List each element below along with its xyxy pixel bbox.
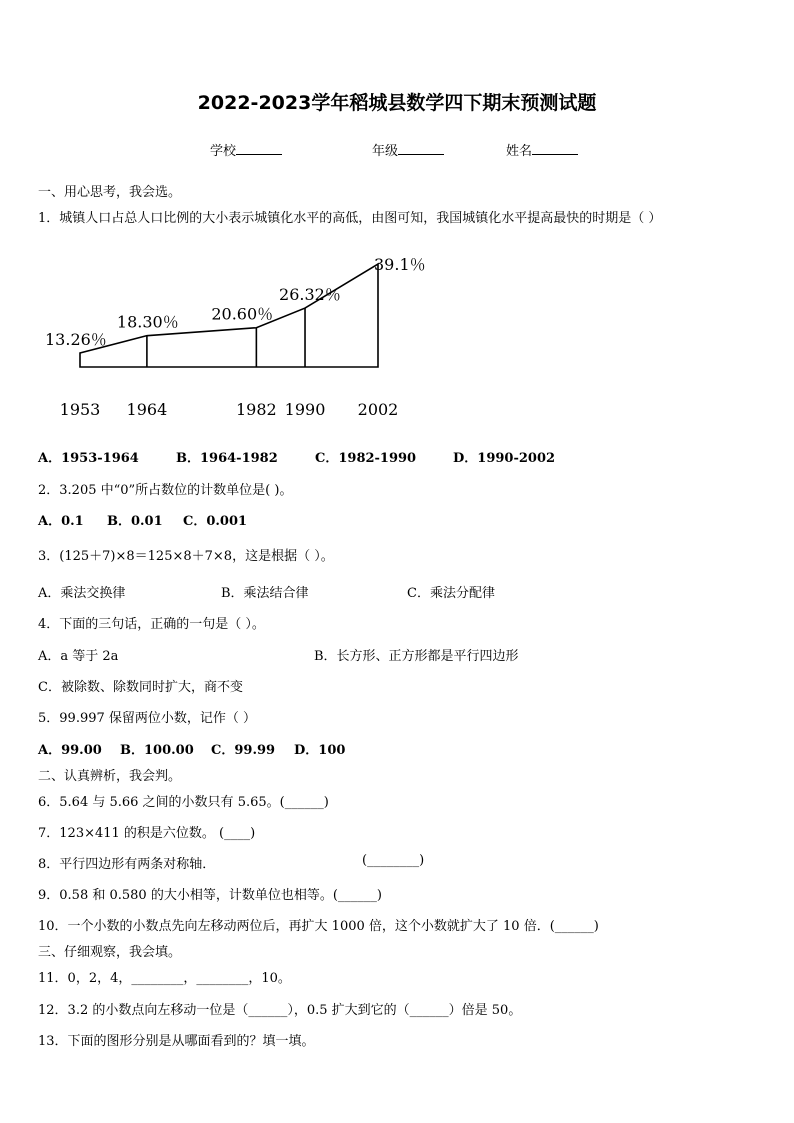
question-9: 9．0.58 和 0.580 的大小相等，计数单位也相等。(______) <box>38 888 382 903</box>
q5-option-c: C．99.99 <box>211 743 276 758</box>
chart-value-label: 13.26％ <box>45 330 107 349</box>
question-7: 7．123×411 的积是六位数。 (____) <box>38 826 256 841</box>
question-8-blank: (________) <box>362 853 425 868</box>
name-field <box>506 140 578 159</box>
q3-option-a: A．乘法交换律 <box>38 586 126 601</box>
chart-x-tick-label: 1990 <box>284 400 326 419</box>
question-13: 13．下面的图形分别是从哪面看到的？填一填。 <box>38 1034 315 1049</box>
q4-option-b: B．长方形、正方形都是平行四边形 <box>314 649 519 664</box>
q4-option-a: A．a 等于 2a <box>38 649 119 664</box>
q2-option-c: C．0.001 <box>183 514 248 529</box>
q1-option-c: C．1982-1990 <box>315 451 417 466</box>
question-8: 8．平行四边形有两条对称轴． <box>38 857 216 872</box>
grade-label: 年级 <box>372 144 399 159</box>
page-title: 2022-2023学年稻城县数学四下期末预测试题 <box>197 92 597 114</box>
name-blank <box>532 141 578 155</box>
section-1-heading: 一、用心思考，我会选。 <box>38 185 182 200</box>
grade-blank <box>398 141 444 155</box>
urbanization-chart <box>30 252 450 422</box>
name-label: 姓名 <box>506 144 533 159</box>
chart-value-label: 20.60％ <box>211 304 274 324</box>
question-12: 12．3.2 的小数点向左移动一位是（______），0.5 扩大到它的（______）倍是 50。 <box>38 1003 522 1018</box>
question-10: 10．一个小数的小数点先向左移动两位后，再扩大 1000 倍，这个小数就扩大了 10 倍．(______) <box>38 919 599 934</box>
question-6: 6．5.64 与 5.66 之间的小数只有 5.65。(______) <box>38 795 329 810</box>
q5-option-a: A．99.00 <box>38 743 102 758</box>
q3-option-b: B．乘法结合律 <box>221 586 309 601</box>
school-label: 学校 <box>210 144 237 159</box>
chart-x-tick-label: 1953 <box>59 400 101 419</box>
q2-option-a: A．0.1 <box>38 514 84 529</box>
q2-option-b: B．0.01 <box>107 514 163 529</box>
chart-x-tick-label: 1964 <box>126 400 168 419</box>
chart-value-label: 39.1％ <box>374 255 426 275</box>
chart-value-label: 26.32％ <box>279 285 341 305</box>
q5-option-d: D．100 <box>294 743 346 758</box>
section-3-heading: 三、仔细观察，我会填。 <box>38 945 182 960</box>
school-field <box>210 140 282 159</box>
question-1: 1．城镇人口占总人口比例的大小表示城镇化水平的高低，由图可知，我国城镇化水平提高最快的时期是（ ） <box>38 211 662 226</box>
chart-value-label: 18.30％ <box>116 312 179 332</box>
question-11: 11．0，2，4，________，________，10。 <box>38 971 291 986</box>
q4-option-c: C．被除数、除数同时扩大，商不变 <box>38 680 243 695</box>
q5-option-b: B．100.00 <box>120 743 194 758</box>
grade-field <box>372 140 444 159</box>
question-2: 2．3.205 中“0”所占数位的计数单位是( )。 <box>38 483 293 498</box>
q1-option-a: A．1953-1964 <box>38 451 139 466</box>
section-2-heading: 二、认真辨析，我会判。 <box>38 769 182 784</box>
question-3: 3．(125＋7)×8＝125×8＋7×8，这是根据（ ）。 <box>38 549 334 564</box>
chart-x-tick-label: 2002 <box>357 400 399 419</box>
q1-option-b: B．1964-1982 <box>176 451 278 466</box>
question-4: 4．下面的三句话，正确的一句是（ ）。 <box>38 617 265 632</box>
school-blank <box>236 141 282 155</box>
q3-option-c: C．乘法分配律 <box>407 586 495 601</box>
q1-option-d: D．1990-2002 <box>453 451 556 466</box>
question-5: 5．99.997 保留两位小数，记作（ ） <box>38 711 257 726</box>
chart-x-tick-label: 1982 <box>236 400 277 419</box>
